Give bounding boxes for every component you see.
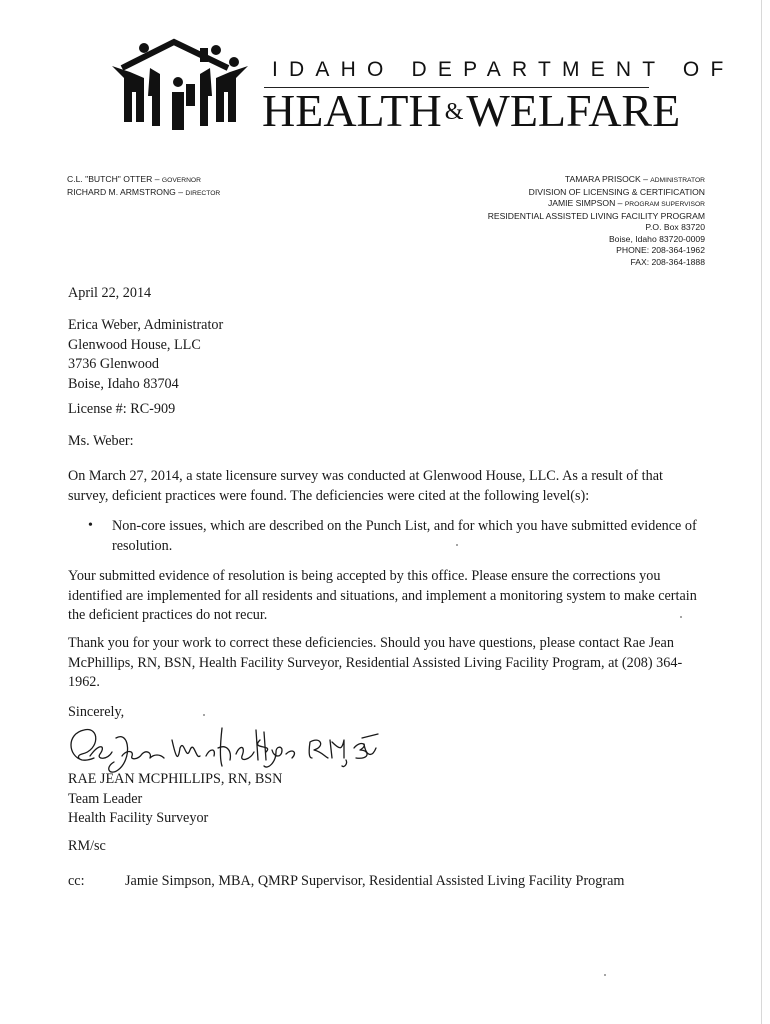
salutation: Ms. Weber: xyxy=(68,433,134,449)
cc-label: cc: xyxy=(68,873,85,889)
director-line xyxy=(67,187,220,200)
scan-speck xyxy=(604,974,606,976)
director-name: RICHARD M. ARMSTRONG – xyxy=(67,186,186,197)
director-role: DIRECTOR xyxy=(185,189,221,197)
signer-name: RAE JEAN MCPHILLIPS, RN, BSN xyxy=(68,771,283,787)
paragraph-resolution: Your submitted evidence of resolution is being accepted by this office. Please ensure the corrections you identified are implemented for all residents and situations, and implement a monitoring system to make certain the deficient practices do not recur. xyxy=(68,568,697,623)
scan-edge xyxy=(761,0,762,1024)
supervisor-name: JAMIE SIMPSON – xyxy=(547,198,625,208)
health-welfare-title xyxy=(262,84,680,137)
scan-speck xyxy=(456,544,458,546)
paragraph-contact: Thank you for your work to correct these deficiencies. Should you have questions, please contact Rae Jean McPhillips, RN, BSN, Health Facility Surveyor, Residential Assisted Living Facility Program, at (208) 364-1962. xyxy=(68,635,683,690)
letter-date: April 22, 2014 xyxy=(68,285,152,301)
fax-line: FAX: 208-364-1888 xyxy=(630,256,705,267)
closing: Sincerely, xyxy=(68,704,125,720)
hw-left: HEALTH xyxy=(262,85,442,136)
supervisor-role: PROGRAM SUPERVISOR xyxy=(624,201,705,208)
initials: RM/sc xyxy=(68,838,106,854)
signer-title: Team Leader xyxy=(68,790,143,807)
administrator-name: TAMARA PRISOCK – xyxy=(564,174,651,184)
po-box-line: P.O. Box 83720 xyxy=(645,222,705,232)
city-line: Boise, Idaho 83720-0009 xyxy=(608,233,705,244)
bullet-item: Non-core issues, which are described on the Punch List, and for which you have submitted evidence of resolution. xyxy=(112,518,697,554)
address-line: Boise, Idaho 83704 xyxy=(68,375,179,392)
paragraph-survey: On March 27, 2014, a state licensure survey was conducted at Glenwood House, LLC. As a result of that survey, deficient practices were found. The deficiencies were cited at the following level(s): xyxy=(68,468,663,504)
scan-speck xyxy=(680,616,682,618)
scan-speck xyxy=(203,714,205,716)
governor-role: GOVERNOR xyxy=(161,177,201,184)
governor-name: C.L. "BUTCH" OTTER – xyxy=(67,174,162,184)
signer-position: Health Facility Surveyor xyxy=(68,810,209,826)
right-staff-block xyxy=(488,174,705,268)
administrator-line xyxy=(488,174,705,187)
signer-block xyxy=(68,770,282,829)
hw-right: WELFARE xyxy=(466,85,681,136)
division-line: DIVISION OF LICENSING & CERTIFICATION xyxy=(528,186,705,197)
department-logo xyxy=(110,38,250,138)
address-line: 3736 Glenwood xyxy=(68,356,160,372)
department-name-line: IDAHO DEPARTMENT OF xyxy=(272,58,735,81)
supervisor-line xyxy=(488,198,705,211)
address-line: Glenwood House, LLC xyxy=(68,336,201,353)
phone-line: PHONE: 208-364-1962 xyxy=(616,245,705,255)
left-staff-block xyxy=(67,174,220,199)
cc-recipient: Jamie Simpson, MBA, QMRP Supervisor, Residential Assisted Living Facility Program xyxy=(125,873,625,889)
program-line: RESIDENTIAL ASSISTED LIVING FACILITY PROGRAM xyxy=(487,210,705,221)
administrator-role: ADMINISTRATOR xyxy=(650,177,705,184)
address-line: Erica Weber, Administrator xyxy=(68,317,224,333)
license-number: License #: RC-909 xyxy=(68,401,176,417)
bullet-marker: • xyxy=(88,518,93,533)
governor-line xyxy=(67,174,220,187)
hw-ampersand: & xyxy=(444,99,464,125)
recipient-address xyxy=(68,316,223,394)
